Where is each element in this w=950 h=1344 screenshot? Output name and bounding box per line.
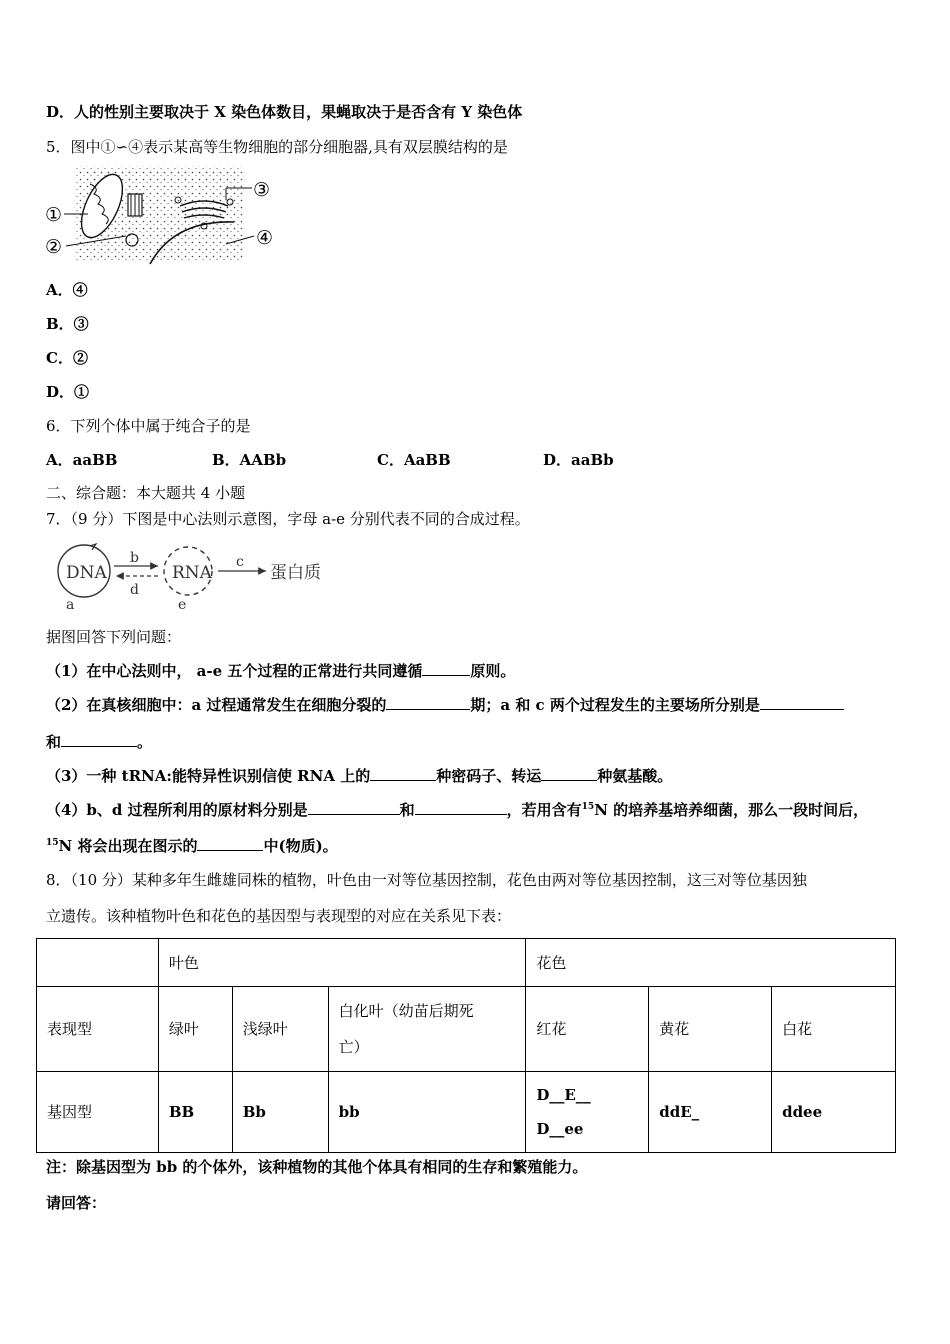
fig-protein: 蛋白质: [270, 563, 321, 583]
answer-blank[interactable]: [386, 695, 470, 710]
q8-stem-line2: 立遗传。该种植物叶色和花色的基因型与表现型的对应在关系见下表：: [46, 907, 512, 925]
answer-blank[interactable]: [370, 766, 436, 781]
fig-label-4: ④: [256, 227, 274, 249]
answer-blank[interactable]: [308, 800, 400, 815]
header-flower-color: 花色: [526, 939, 896, 987]
cell-bb-upper: BB: [158, 1072, 232, 1153]
fig-rna: RNA: [172, 563, 212, 583]
cell-green-leaf: 绿叶: [158, 987, 232, 1072]
cell-yellow-flower: 黄花: [649, 987, 772, 1072]
q6-stem: 6．下列个体中属于纯合子的是: [46, 417, 251, 435]
fig-label-1: ①: [45, 204, 63, 226]
q7-part4-cont: $^{15}$N 将会出现在图示的 中(物质)。: [46, 837, 338, 855]
fig-a: a: [66, 597, 75, 613]
table-corner-cell: [37, 939, 159, 987]
q5-stem: 5．图中①∽④表示某高等生物细胞的部分细胞器,具有双层膜结构的是: [46, 138, 508, 156]
row-label-phenotype: 表现型: [37, 987, 159, 1072]
q7-part2: （2）在真核细胞中：a 过程通常发生在细胞分裂的 期；a 和 c 两个过程发生的主要场所分别是: [46, 695, 844, 715]
central-dogma-figure: [44, 538, 344, 614]
cell-bb-lower: bb: [328, 1072, 526, 1153]
q6-option-b: B．AABb: [212, 451, 287, 469]
cell-bb-mixed: Bb: [232, 1072, 328, 1153]
cell-yellow-genotype: ddE_: [649, 1072, 772, 1153]
answer-blank[interactable]: [61, 732, 137, 747]
q7-part1: （1）在中心法则中， a-e 五个过程的正常进行共同遵循 原则。: [46, 662, 516, 680]
q7-part4: （4）b、d 过程所利用的原材料分别是 和 ，若用含有$^{15}$N 的培养基培养细菌，那么一段时间后，: [46, 801, 869, 819]
fig-dna: DNA: [66, 563, 107, 583]
section-heading: 二、综合题：本大题共 4 小题: [46, 484, 246, 502]
q8-stem-line1: 8．（10 分）某种多年生雌雄同株的植物，叶色由一对等位基因控制，花色由两对等位基因控制，这三对等位基因独: [46, 871, 807, 889]
cell-white-flower: 白花: [772, 987, 896, 1072]
answer-blank[interactable]: [415, 800, 507, 815]
q7-part3: （3）一种 tRNA:能特异性识别信使 RNA 上的 种密码子、转运 种氨基酸。: [46, 767, 673, 785]
q6-option-c: C．AaBB: [377, 451, 451, 469]
cell-white-genotype: ddee: [772, 1072, 896, 1153]
answer-blank[interactable]: [760, 695, 844, 710]
q4-option-d: D．人的性别主要取决于 X 染色体数目，果蝇取决于是否含有 Y 染色体: [46, 103, 523, 121]
cell-albino-leaf: 白化叶（幼苗后期死 亡）: [328, 987, 526, 1072]
q7-intro: 据图回答下列问题：: [46, 628, 182, 646]
answer-blank[interactable]: [422, 661, 470, 676]
q5-option-d: D．①: [46, 383, 90, 401]
cell-red-flower: 红花: [526, 987, 649, 1072]
cell-light-green-leaf: 浅绿叶: [232, 987, 328, 1072]
q7-part2-cont: 和 。: [46, 733, 153, 751]
table-row: [37, 1072, 896, 1153]
fig-e: e: [178, 597, 187, 613]
header-leaf-color: 叶色: [158, 939, 526, 987]
fig-label-2: ②: [45, 236, 63, 258]
cell-red-genotypes: D__E__ D__ee: [526, 1072, 649, 1153]
answer-blank[interactable]: [197, 836, 263, 851]
genotype-phenotype-table: [36, 938, 896, 1153]
q8-note: 注：除基因型为 bb 的个体外，该种植物的其他个体具有相同的生存和繁殖能力。: [46, 1158, 588, 1176]
fig-label-3: ③: [253, 179, 271, 201]
fig-d: d: [130, 582, 139, 598]
table-header-row: [37, 939, 896, 987]
row-label-genotype: 基因型: [37, 1072, 159, 1153]
q6-option-a: A．aaBB: [46, 451, 118, 469]
q5-option-b: B．③: [46, 315, 89, 333]
table-row: [37, 987, 896, 1072]
q5-option-a: A．④: [46, 281, 88, 299]
answer-blank[interactable]: [541, 766, 597, 781]
q7-stem: 7．（9 分）下图是中心法则示意图，字母 a-e 分别代表不同的合成过程。: [46, 510, 530, 528]
q6-option-d: D．aaBb: [543, 451, 614, 469]
organelle-figure: [44, 164, 284, 266]
q8-ask: 请回答：: [46, 1194, 107, 1212]
fig-c: c: [236, 554, 244, 570]
fig-b: b: [130, 550, 139, 566]
q5-option-c: C．②: [46, 349, 88, 367]
